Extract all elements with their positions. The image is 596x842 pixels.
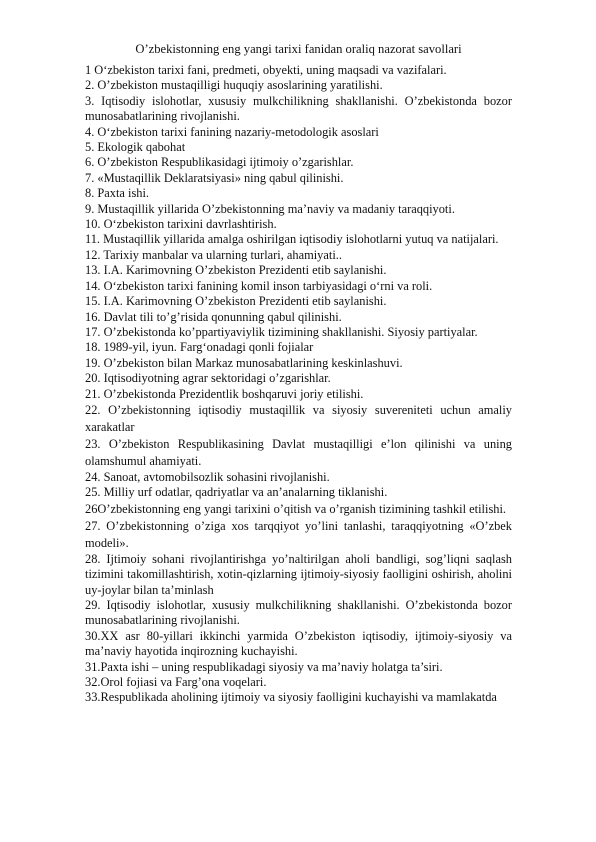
question-item: 4. O‘zbekiston tarixi fanining nazariy-metodologik asoslari	[85, 124, 379, 139]
question-item: 33.Respublikada aholining ijtimoiy va siyosiy faolligini kuchayishi va mamlakatda	[85, 690, 497, 705]
question-item: 31.Paxta ishi – uning respublikadagi siyosiy va ma’naviy holatga ta’siri.	[85, 659, 443, 674]
question-item: 19. O’zbekiston bilan Markaz munosabatlarining keskinlashuvi.	[85, 355, 403, 370]
question-item: 2. O’zbekiston mustaqilligi huquqiy asoslarining yaratilishi.	[85, 78, 383, 93]
question-item: 21. O’zbekistonda Prezidentlik boshqaruvi joriy etilishi.	[85, 386, 364, 401]
question-item: 25. Milliy urf odatlar, qadriyatlar va an’analarning tiklanishi.	[85, 485, 388, 500]
question-item: 13. I.A. Karimovning O’zbekiston Prezidenti etib saylanishi.	[85, 263, 387, 278]
question-item: 11. Mustaqillik yillarida amalga oshirilgan iqtisodiy islohotlarni yutuq va natijalari.	[85, 232, 499, 247]
question-item: 20. Iqtisodiyotning agrar sektoridagi o’zgarishlar.	[85, 371, 331, 386]
question-item: 27. O’zbekistonning o’ziga xos tarqqiyot yo’lini tanlashi, taraqqiyotning «O’zbek modeli».	[85, 518, 512, 550]
question-item: 9. Mustaqillik yillarida O’zbekistonning ma’naviy va madaniy taraqqiyoti.	[85, 201, 455, 216]
question-item: 7. «Mustaqillik Deklaratsiyasi» ning qabul qilinishi.	[85, 170, 344, 185]
question-item: 14. O‘zbekiston tarixi fanining komil inson tarbiyasidagi o‘rni va roli.	[85, 278, 433, 293]
question-item: 16. Davlat tili to’g’risida qonunning qabul qilinishi.	[85, 309, 342, 324]
question-item: 24. Sanoat, avtomobilsozlik sohasini rivojlanishi.	[85, 469, 330, 484]
question-item: 6. O’zbekiston Respublikasidagi ijtimoiy o’zgarishlar.	[85, 155, 354, 170]
question-item: 12. Tarixiy manbalar va ularning turlari, ahamiyati..	[85, 247, 342, 262]
question-item: 5. Ekologik qabohat	[85, 140, 186, 155]
question-item: 23. O’zbekiston Respublikasining Davlat mustaqilligi e’lon qilinishi va uning olamshumul ahamiyati.	[85, 436, 512, 468]
question-item: 30.XX asr 80-yillari ikkinchi yarmida O’zbekiston iqtisodiy, ijtimoiy-siyosiy va ma’naviy hayotida inqirozning kuchayishi.	[85, 628, 512, 659]
question-item: 22. O’zbekistonning iqtisodiy mustaqillik va siyosiy suvereniteti uchun amaliy xarakatlar	[85, 402, 512, 434]
question-item: 15. I.A. Karimovning O’zbekiston Prezidenti etib saylanishi.	[85, 294, 387, 309]
question-item: 18. 1989-yil, iyun. Farg‘onadagi qonli fojialar	[85, 340, 314, 355]
question-item: 1 O‘zbekiston tarixi fani, predmeti, obyekti, uning maqsadi va vazifalari.	[85, 63, 447, 77]
question-item: 3. Iqtisodiy islohotlar, xususiy mulkchilikning shakllanishi. O’zbekistonda bozor munosabatlarining rivojlanishi.	[85, 93, 512, 124]
question-item: 29. Iqtisodiy islohotlar, xususiy mulkchilikning shakllanishi. O’zbekistonda bozor munosabatlarining rivojlanishi.	[85, 597, 512, 628]
question-item: 28. Ijtimoiy sohani rivojlantirishga yo’naltirilgan aholi bandligi, sog’liqni saqlash tizimini takomillashtirish, xotin-qizlarning ijtimoiy-siyosiy faolligini oshirish, aholini uy-joylar bilan ta’minlash	[85, 551, 512, 597]
question-item: 8. Paxta ishi.	[85, 186, 150, 201]
document-page	[85, 41, 512, 706]
question-item: 26O’zbekistonning eng yangi tarixini o’qitish va o’rganish tizimining tashkil etilishi.	[85, 501, 506, 516]
question-item: 32.Orol fojiasi va Farg’ona voqelari.	[85, 675, 267, 689]
question-item: 10. O‘zbekiston tarixini davrlashtirish.	[85, 217, 277, 232]
question-item: 17. O’zbekistonda ko’ppartiyaviylik tizimining shakllanishi. Siyosiy partiyalar.	[85, 324, 478, 339]
document-title: O’zbekistonning eng yangi tarixi fanidan oraliq nazorat savollari	[135, 42, 462, 56]
